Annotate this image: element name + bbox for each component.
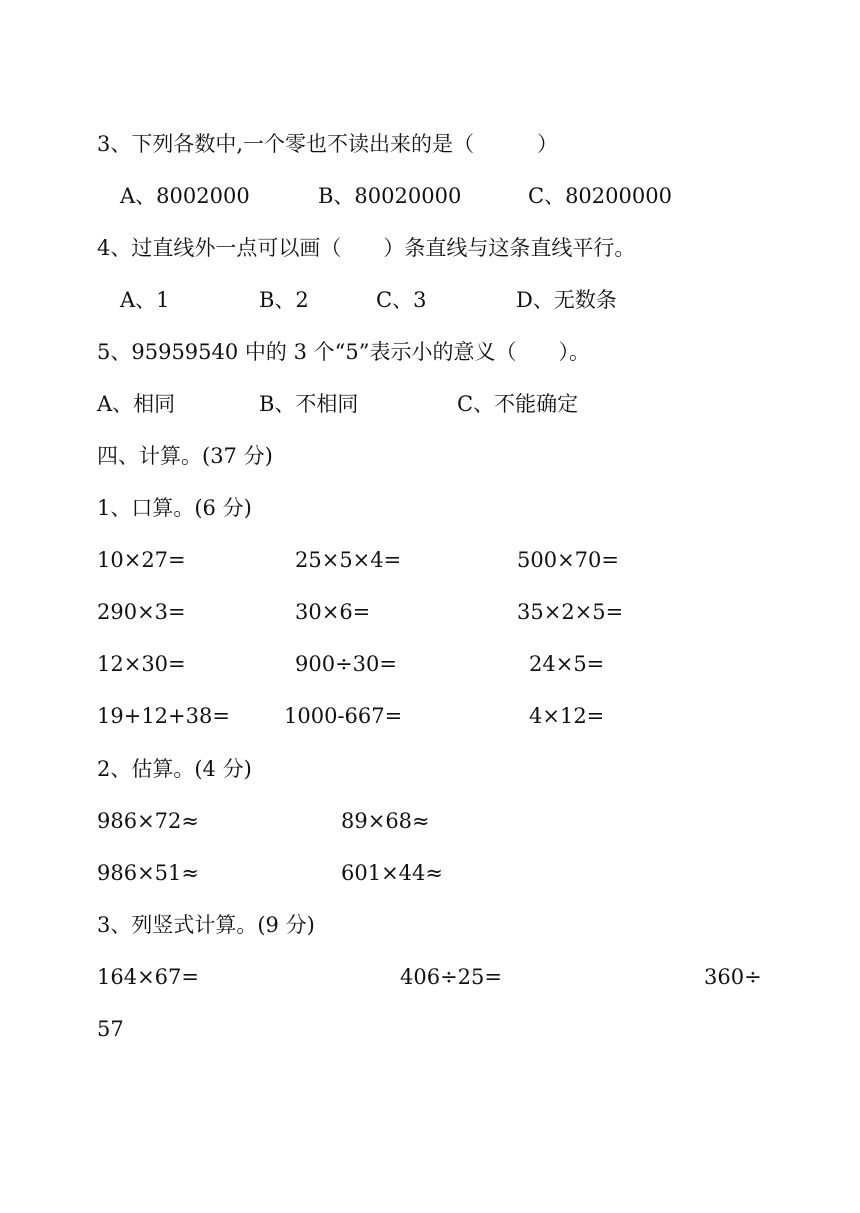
option-a: A、相同 — [97, 392, 176, 416]
problem: 986×51≈ — [97, 861, 199, 885]
option-b: B、80020000 — [318, 184, 462, 208]
subsection-title: 2、估算。(4 分) — [97, 757, 252, 781]
problem: 360÷ — [704, 965, 762, 989]
question-3-stem: 3、下列各数中,一个零也不读出来的是（ ） — [97, 132, 559, 156]
oral-calc-heading — [0, 493, 860, 523]
oral-calc-row — [0, 545, 860, 575]
problem-continuation: 57 — [97, 1017, 124, 1041]
oral-calc-row — [0, 649, 860, 679]
problem: 900÷30= — [295, 652, 397, 676]
question-4 — [0, 233, 860, 263]
option-a: A、1 — [120, 288, 170, 312]
question-3-options — [0, 181, 860, 211]
problem: 164×67= — [97, 965, 199, 989]
section-4-heading — [0, 441, 860, 471]
problem: 12×30= — [97, 652, 186, 676]
vertical-calc-heading — [0, 910, 860, 940]
option-c: C、80200000 — [528, 184, 672, 208]
question-5-options — [0, 389, 860, 419]
option-d: D、无数条 — [516, 288, 617, 312]
oral-calc-row — [0, 701, 860, 731]
problem: 89×68≈ — [341, 809, 430, 833]
problem: 500×70= — [517, 548, 619, 572]
question-3 — [0, 129, 860, 159]
problem: 986×72≈ — [97, 809, 199, 833]
problem: 35×2×5= — [517, 600, 624, 624]
option-b: B、2 — [259, 288, 309, 312]
subsection-title: 3、列竖式计算。(9 分) — [97, 913, 315, 937]
vertical-calc-wrap-row — [0, 1014, 860, 1044]
problem: 290×3= — [97, 600, 186, 624]
problem: 25×5×4= — [295, 548, 402, 572]
estimate-heading — [0, 754, 860, 784]
oral-calc-row — [0, 597, 860, 627]
problem: 1000-667= — [284, 704, 403, 728]
problem: 24×5= — [529, 652, 605, 676]
estimate-row — [0, 806, 860, 836]
section-title: 四、计算。(37 分) — [97, 444, 273, 468]
problem: 10×27= — [97, 548, 186, 572]
subsection-title: 1、口算。(6 分) — [97, 496, 252, 520]
problem: 19+12+38= — [97, 704, 230, 728]
problem: 601×44≈ — [341, 861, 443, 885]
option-b: B、不相同 — [259, 392, 359, 416]
problem: 406÷25= — [400, 965, 502, 989]
question-5-stem: 5、95959540 中的 3 个“5”表示小的意义（ ）。 — [97, 340, 590, 364]
question-5 — [0, 337, 860, 367]
problem: 30×6= — [295, 600, 371, 624]
vertical-calc-row — [0, 962, 860, 992]
problem: 4×12= — [529, 704, 605, 728]
estimate-row — [0, 858, 860, 888]
option-c: C、不能确定 — [457, 392, 579, 416]
question-4-options — [0, 285, 860, 315]
option-c: C、3 — [376, 288, 427, 312]
question-4-stem: 4、过直线外一点可以画（ ）条直线与这条直线平行。 — [97, 236, 636, 260]
option-a: A、8002000 — [120, 184, 250, 208]
